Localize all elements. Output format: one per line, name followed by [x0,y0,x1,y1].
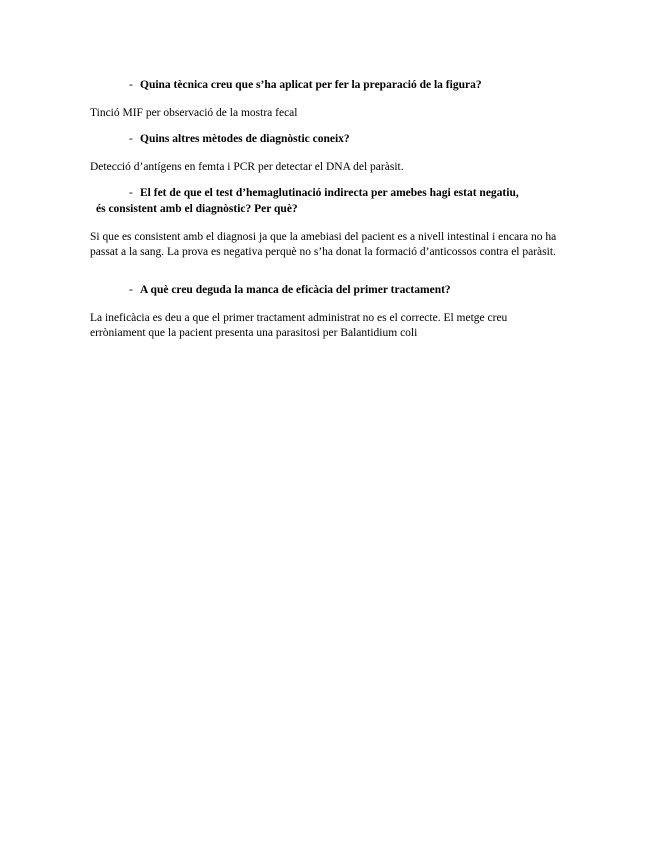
answer-3: Si que es consistent amb el diagnosi ja que la amebiasi del pacient es a nivell intestinal i encara no ha passat a la sang. La prova es negativa perquè no s’ha donat la formació d’anticossos contra el paràsit. [90,231,557,258]
question-bullet: - [129,79,133,91]
question-text: Quina tècnica creu que s’ha aplicat per fer la preparació de la figura? [140,79,482,91]
qa-block-3 [0,185,655,259]
question-text: El fet de que el test d’hemaglutinació indirecta per amebes hagi estat negatiu, és consistent amb el diagnòstic? Per què? [96,187,519,215]
answer-2: Detecció d’antígens en femta i PCR per detectar el DNA del paràsit. [90,161,404,173]
question-bullet: - [129,187,133,199]
qa-block-4 [0,282,655,340]
question-4 [0,282,655,298]
question-text: Quins altres mètodes de diagnòstic coneix? [140,133,350,145]
qa-block-2 [0,131,655,175]
question-bullet: - [129,284,133,296]
qa-block-1 [0,77,655,121]
question-1 [0,77,655,93]
question-bullet: - [129,133,133,145]
question-text: A què creu deguda la manca de eficàcia del primer tractament? [140,284,451,296]
question-2 [0,131,655,147]
answer-1: Tinció MIF per observació de la mostra fecal [90,107,298,119]
question-3 [0,185,655,217]
answer-4: La ineficàcia es deu a que el primer tractament administrat no es el correcte. El metge creu erròniament que la pacient presenta una parasitosi per Balantidium coli [90,312,508,339]
